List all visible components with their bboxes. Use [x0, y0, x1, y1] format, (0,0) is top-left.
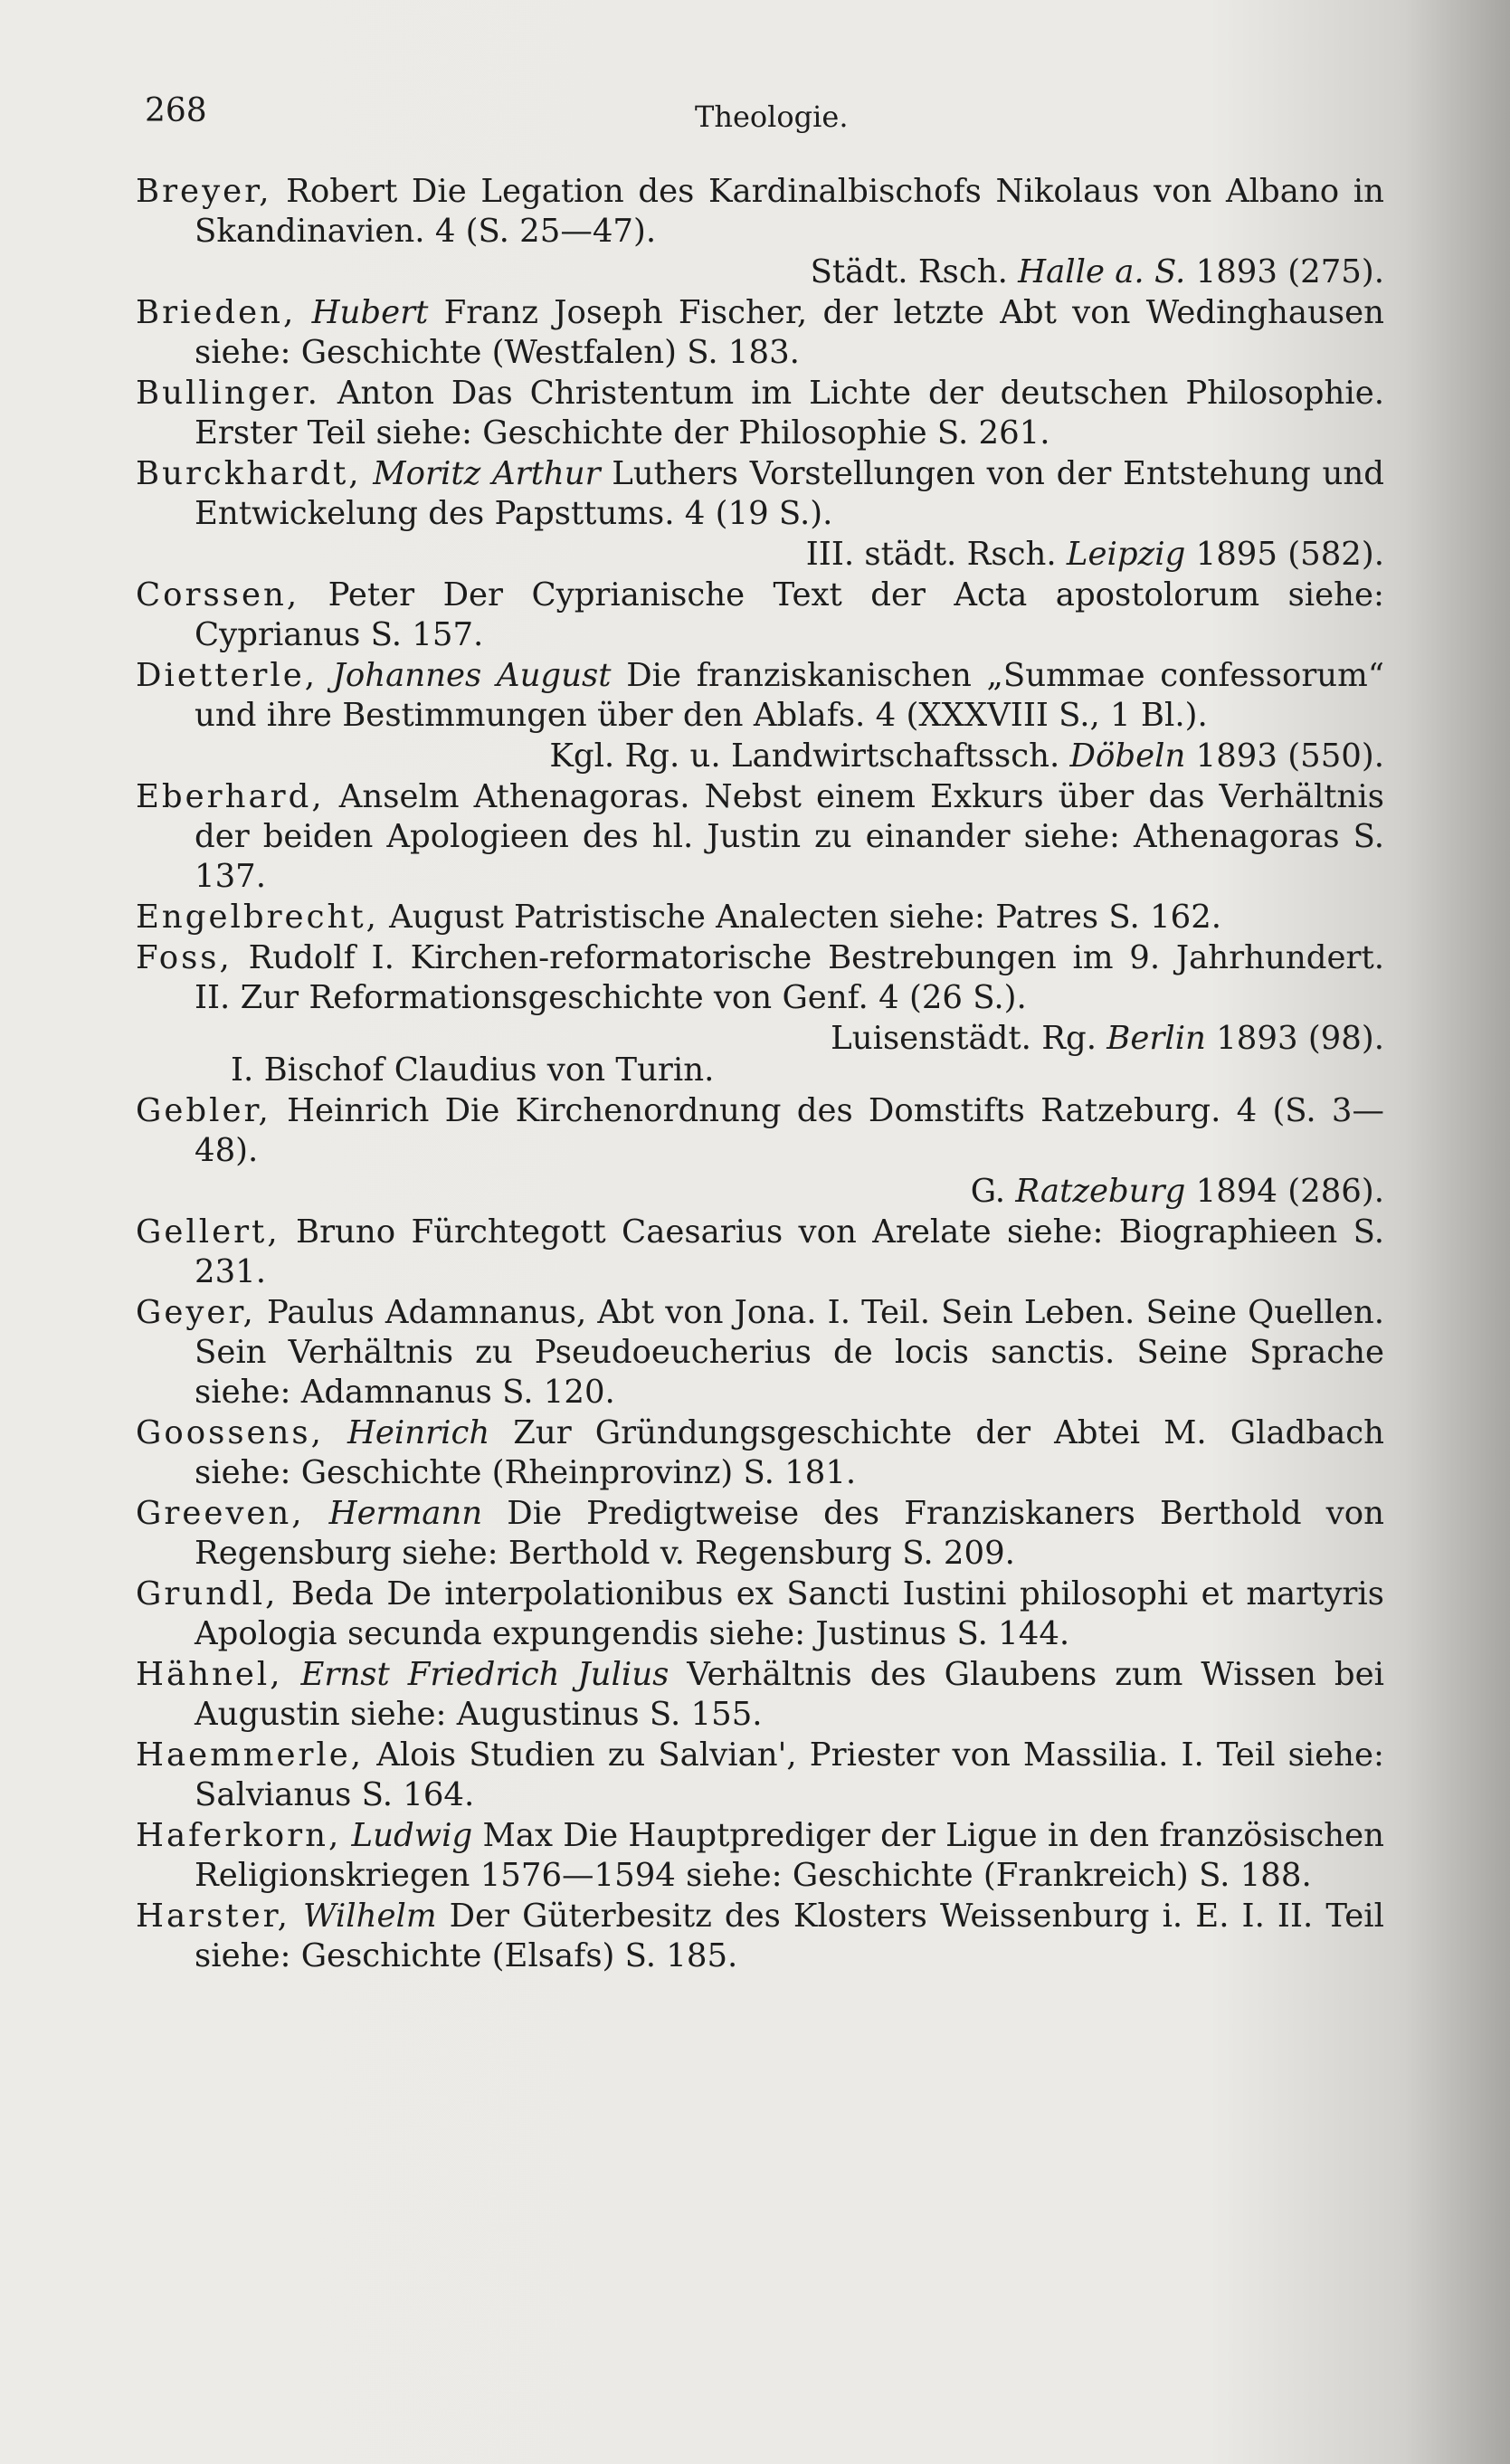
- entry-author: Breyer,: [136, 173, 272, 210]
- loc-city: Döbeln: [1069, 737, 1186, 775]
- entry-text: Die Kirchenordnung des Domstifts Ratzeburg. 4 (S. 3—48).: [195, 1092, 1384, 1169]
- entry: [136, 1574, 1384, 1654]
- entry-author: Burckhardt,: [136, 455, 362, 492]
- entry-given: Anselm: [338, 778, 460, 815]
- entry: [136, 1736, 1384, 1815]
- entry-given: Ludwig: [351, 1817, 473, 1854]
- loc-city: Berlin: [1106, 1020, 1206, 1057]
- entry: [136, 656, 1384, 736]
- entry-subtitle: I. Bischof Claudius von Turin.: [231, 1051, 715, 1089]
- entry-text: De interpolationibus ex Sancti Iustini philosophi et martyris Apologia secunda expungendis siehe: Justinus S. 144.: [195, 1575, 1384, 1652]
- entry-text: Die franziskanischen „Summae confessorum“ und ihre Bestimmungen über den Ablafs. 4 (XXXVIII S., 1 Bl.).: [195, 657, 1384, 734]
- entry-text: Fürchtegott Caesarius von Arelate siehe: Biographieen S. 231.: [195, 1213, 1384, 1290]
- entry-given: Ernst Friedrich Julius: [300, 1656, 670, 1693]
- loc-prefix: Städt. Rsch.: [810, 253, 1019, 290]
- entry: [136, 1293, 1384, 1413]
- running-title: Theologie.: [695, 100, 849, 134]
- loc-city: Halle a. S.: [1018, 253, 1186, 290]
- entry-given: August: [389, 899, 504, 936]
- entry-given: Heinrich: [347, 1414, 490, 1451]
- entry: [136, 454, 1384, 534]
- entry-text: Franz Joseph Fischer, der letzte Abt von Wedinghausen siehe: Geschichte (Westfalen) S. 183.: [195, 294, 1384, 371]
- page-header: [0, 92, 1510, 147]
- entry-author: Geyer,: [136, 1294, 256, 1331]
- entry-given: Moritz Arthur: [373, 455, 601, 492]
- entry-given: Paulus: [266, 1294, 375, 1331]
- entry: [136, 576, 1384, 655]
- entry-given: Robert: [286, 173, 398, 210]
- entry-text: Studien zu Salvian', Priester von Massilia. I. Teil siehe: Salvianus S. 164.: [195, 1736, 1384, 1813]
- entry-text: Der Güterbesitz des Klosters Weissenburg i. E. I. II. Teil siehe: Geschichte (Elsafs) S. 185.: [195, 1898, 1384, 1974]
- entry-location: [136, 737, 1384, 776]
- entry-given: Alois: [376, 1736, 457, 1774]
- entry-author: Corssen,: [136, 576, 300, 614]
- entry-text: Verhältnis des Glaubens zum Wissen bei Augustin siehe: Augustinus S. 155.: [195, 1656, 1384, 1733]
- loc-year: 1893 (98).: [1205, 1020, 1384, 1057]
- loc-year: 1895 (582).: [1185, 536, 1384, 573]
- entry: [136, 1494, 1384, 1574]
- entry-author: Engelbrecht,: [136, 899, 379, 936]
- entry-location: [136, 1172, 1384, 1212]
- entry: [136, 1091, 1384, 1171]
- entry-author: Harster,: [136, 1898, 290, 1935]
- loc-year: 1893 (275).: [1185, 253, 1384, 290]
- loc-prefix: G.: [970, 1173, 1016, 1210]
- entry-text: Anton Das Christentum im Lichte der deutschen Philosophie. Erster Teil siehe: Geschichte der Philosophie S. 261.: [195, 375, 1384, 452]
- entry-author: Foss,: [136, 939, 233, 976]
- loc-prefix: Luisenstädt. Rg.: [831, 1020, 1107, 1057]
- entry-text: Max Die Hauptprediger der Ligue in den französischen Religionskriegen 1576—1594 siehe: Geschichte (Frankreich) S. 188.: [195, 1817, 1384, 1894]
- entry-given: Peter: [328, 576, 415, 614]
- entry-text: Patristische Analecten siehe: Patres S. 162.: [503, 899, 1222, 936]
- entry-author: Grundl,: [136, 1575, 279, 1613]
- entry-given: Wilhelm: [303, 1898, 437, 1935]
- entry-text: Luthers Vorstellungen von der Entstehung und Entwickelung des Papsttums. 4 (19 S.).: [195, 455, 1384, 532]
- entry: [136, 898, 1384, 937]
- entry: [136, 374, 1384, 453]
- entry-given: Johannes August: [332, 657, 612, 694]
- entry-author: Hähnel,: [136, 1656, 283, 1693]
- page-number: 268: [145, 92, 207, 129]
- entry: [136, 1897, 1384, 1976]
- entry-text: Die Legation des Kardinalbischofs Nikolaus von Albano in Skandinavien. 4 (S. 25—47).: [195, 173, 1384, 250]
- entry-author: Greeven,: [136, 1495, 305, 1532]
- entry: [136, 293, 1384, 373]
- loc-year: 1893 (550).: [1185, 737, 1384, 775]
- entry-author: Eberhard,: [136, 778, 325, 815]
- entry-author: Haemmerle,: [136, 1736, 365, 1774]
- entry-given: Beda: [290, 1575, 374, 1613]
- entry-location: [136, 535, 1384, 575]
- entry: [136, 1816, 1384, 1896]
- entry: [136, 938, 1384, 1018]
- entry-text: Adamnanus, Abt von Jona. I. Teil. Sein Leben. Seine Quellen. Sein Verhältnis zu Pseudoeucherius de locis sanctis. Seine Sprache siehe: Adamnanus S. 120.: [195, 1294, 1384, 1411]
- entry-text: Der Cyprianische Text der Acta apostolorum siehe: Cyprianus S. 157.: [195, 576, 1384, 653]
- loc-year: 1894 (286).: [1185, 1173, 1384, 1210]
- entry-given: Hubert: [311, 294, 429, 331]
- entry-text: Die Predigtweise des Franziskaners Berthold von Regensburg siehe: Berthold v. Regensburg S. 209.: [195, 1495, 1384, 1572]
- entry-author: Haferkorn,: [136, 1817, 342, 1854]
- entry-author: Bullinger.: [136, 375, 320, 412]
- entry-text: Zur Gründungsgeschichte der Abtei M. Gladbach siehe: Geschichte (Rheinprovinz) S. 181.: [195, 1414, 1384, 1491]
- entry: [136, 1655, 1384, 1735]
- entry-given: Bruno: [296, 1213, 396, 1251]
- entry-author: Gebler,: [136, 1092, 271, 1129]
- entry: [136, 172, 1384, 252]
- loc-prefix: III. städt. Rsch.: [805, 536, 1067, 573]
- entry-text: Athenagoras. Nebst einem Exkurs über das Verhältnis der beiden Apologieen des hl. Justin zu einander siehe: Athenagoras S. 137.: [195, 778, 1384, 895]
- entry-given: Heinrich: [287, 1092, 430, 1129]
- bibliography-list: [136, 172, 1384, 1977]
- loc-prefix: Kgl. Rg. u. Landwirtschaftssch.: [549, 737, 1070, 775]
- entry-author: Goossens,: [136, 1414, 324, 1451]
- entry-location: [136, 252, 1384, 292]
- entry-author: Gellert,: [136, 1213, 280, 1251]
- entry-given: Hermann: [328, 1495, 483, 1532]
- loc-city: Leipzig: [1066, 536, 1186, 573]
- entry: [136, 1213, 1384, 1292]
- entry-given: Rudolf: [248, 939, 356, 976]
- entry: [136, 777, 1384, 897]
- entry: [136, 1413, 1384, 1493]
- entry-author: Dietterle,: [136, 657, 318, 694]
- entry-author: Brieden,: [136, 294, 297, 331]
- loc-city: Ratzeburg: [1015, 1173, 1186, 1210]
- entry-text: I. Kirchen-reformatorische Bestrebungen im 9. Jahrhundert. II. Zur Reformationsgeschichte von Genf. 4 (26 S.).: [195, 939, 1384, 1016]
